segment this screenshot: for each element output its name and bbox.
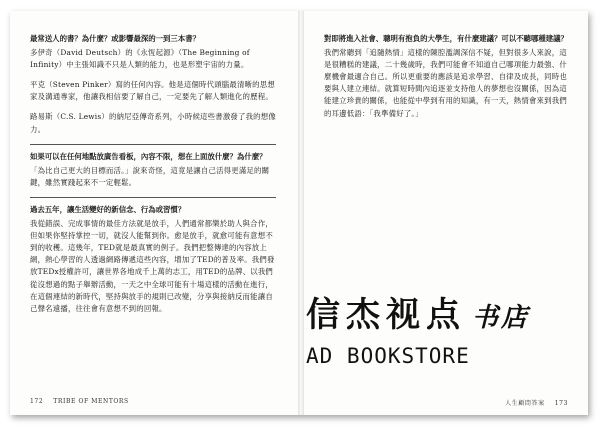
answer-paragraph: 多伊奇（David Deutsch）的《永恆起源》（The Beginning of Infinity）中主張知識不只是人類的能力，也是形塑宇宙的力量。	[30, 48, 250, 70]
question-heading: 最常送人的書？為什麼？或影響最深的一到三本書？	[30, 34, 200, 43]
question-heading: 如果可以在任何地點放廣告看板，內容不限，想在上面放什麼？為什麼？	[30, 151, 267, 161]
answer-paragraph: 路易斯（C.S. Lewis）的納尼亞傳奇系列，小時候這些書激發了我的想像力。	[30, 112, 276, 134]
section-divider	[30, 197, 276, 198]
answer-paragraph: 平克（Steven Pinker）寫的任何內容。他是這個時代頭腦最清晰的思想家及溝通專家，他讓我相信要了解自己，一定要先了解人類進化的歷程。	[30, 80, 275, 102]
left-page	[10, 11, 298, 415]
page-footer	[495, 398, 568, 407]
running-title: TRIBE OF MENTORS	[53, 398, 129, 405]
page-number: 173	[554, 400, 568, 407]
answer-paragraph: 我們常聽到「追隨熱情」這樣的陳腔濫調深信不疑，但對很多人來說，這是很糟糕的建議，二十幾歲時，我們可能會不知道自己哪項能力最強、什麼機會最適合自己。所以更重要的應該是追求學習、自律及成長，同時也要與人建立連結。就算短時間內追逐並支持他人的夢想也沒關係，因為這能建立珍貴的關係，也能從中學到有用的知識，有一天，熱情會來到我們的耳邊低語：「我準備好了。」	[324, 48, 567, 118]
bookstore-watermark-english: AD BOOKSTORE	[306, 344, 470, 368]
watermark-main-text: 信杰视点	[306, 295, 466, 335]
running-title: 人生顧問答案	[505, 400, 545, 407]
right-page-text	[324, 33, 568, 128]
bookstore-watermark-chinese	[306, 295, 574, 338]
question-heading: 對即將進入社會、聰明有抱負的大學生，有什麼建議？可以不聽哪種建議？	[324, 34, 568, 43]
section-divider	[30, 144, 276, 145]
watermark-small-text: 书店	[472, 303, 531, 333]
page-footer	[30, 398, 139, 405]
page-number: 172	[30, 398, 44, 405]
question-heading: 過去五年，讓生活變好的新信念、行為或習慣？	[30, 204, 186, 214]
answer-paragraph: 我從錯誤、完成事情的最佳方法就是放手，人們通常都樂於助人與合作，但如果你堅持掌控一切，就沒人能幫到你。愈是放手，就愈可能有意想不到的收穫。這幾年，TED就是最真實的例子。我們把整傳達的內容放上網，熱心學習的人透過網路傳遞這些內容，增加了TED的普及率。我們發放TEDx授權許可，讓世界各地成千上萬的志工，用TED的品牌、以我們從沒想過的點子舉辦活動，一天之中全球可能有十場這樣的活動在進行，在這個連結的新時代，堅持與放手的規則已改變，分享與接納反而能讓自己聲名遠播，往往會有意想不到的回報。	[30, 219, 275, 313]
left-page-text	[30, 33, 276, 323]
answer-paragraph: 「為比自己更大的目標而活。」說來奇怪，這竟是讓自己活得更滿足的關鍵，雖然實踐起來不一定輕鬆。	[30, 165, 270, 187]
